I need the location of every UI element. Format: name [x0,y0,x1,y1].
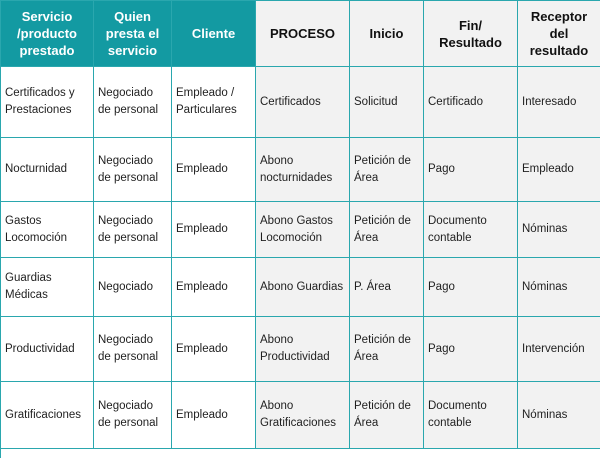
row-3-proceso: Abono Gastos Locomoción [256,202,350,258]
row-6-inicio: Petición de Área [350,382,424,449]
row-1-proceso: Certificados [256,67,350,138]
row-2-receptor: Empleado [518,138,600,202]
row-2-fin: Pago [424,138,518,202]
row-6-cliente: Empleado [172,382,256,449]
row-6-fin: Documento contable [424,382,518,449]
row-3-fin: Documento contable [424,202,518,258]
row-5-fin: Pago [424,317,518,382]
row-4-quien-presta: Negociado [94,258,172,317]
row-4-servicio: Guardias Médicas [1,258,94,317]
header-quien-presta: Quien presta el servicio [94,1,172,67]
row-6-quien-presta: Negociado de personal [94,382,172,449]
row-1-servicio: Certificados y Prestaciones [1,67,94,138]
row-6-servicio: Gratificaciones [1,382,94,449]
row-1-inicio: Solicitud [350,67,424,138]
row-4-inicio: P. Área [350,258,424,317]
row-3-cliente: Empleado [172,202,256,258]
row-1-receptor: Interesado [518,67,600,138]
row-2-servicio: Nocturnidad [1,138,94,202]
row-6-receptor: Nóminas [518,382,600,449]
row-2-quien-presta: Negociado de personal [94,138,172,202]
row-1-cliente: Empleado / Particulares [172,67,256,138]
header-servicio: Servicio /producto prestado [1,1,94,67]
row-2-proceso: Abono nocturnidades [256,138,350,202]
row-5-receptor: Intervención [518,317,600,382]
header-proceso: PROCESO [256,1,350,67]
row-2-cliente: Empleado [172,138,256,202]
row-4-proceso: Abono Guardias [256,258,350,317]
row-2-inicio: Petición de Área [350,138,424,202]
row-3-quien-presta: Negociado de personal [94,202,172,258]
row-3-servicio: Gastos Locomoción [1,202,94,258]
header-fin-resultado: Fin/ Resultado [424,1,518,67]
row-6-proceso: Abono Gratificaciones [256,382,350,449]
header-inicio: Inicio [350,1,424,67]
row-4-cliente: Empleado [172,258,256,317]
row-5-inicio: Petición de Área [350,317,424,382]
row-1-quien-presta: Negociado de personal [94,67,172,138]
row-3-receptor: Nóminas [518,202,600,258]
row-5-servicio: Productividad [1,317,94,382]
header-cliente: Cliente [172,1,256,67]
row-5-proceso: Abono Productividad [256,317,350,382]
row-4-receptor: Nóminas [518,258,600,317]
row-4-fin: Pago [424,258,518,317]
row-5-quien-presta: Negociado de personal [94,317,172,382]
header-receptor: Receptor del resultado [518,1,600,67]
row-3-inicio: Petición de Área [350,202,424,258]
row-5-cliente: Empleado [172,317,256,382]
row-1-fin: Certificado [424,67,518,138]
